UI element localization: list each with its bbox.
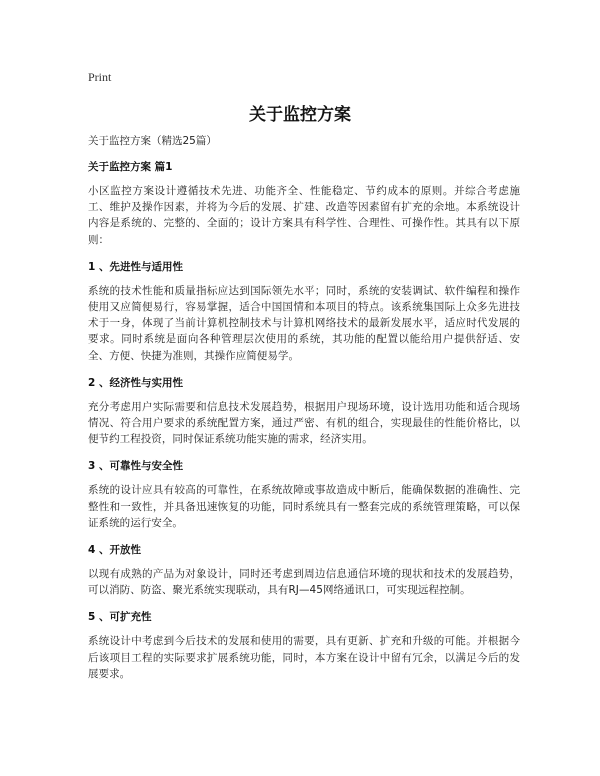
section-paragraph-2: 充分考虑用户实际需要和信息技术发展趋势，根据用户现场环境，设计选用功能和适合现场情况、符合用户要求的系统配置方案，通过严密、有机的组合，实现最佳的性能价格比，以便节约工程投资，同时保证系统功能实施的需求，经济实用。 [88,400,520,446]
section-heading-4: 4 、开放性 [88,544,141,557]
article-heading: 关于监控方案 篇1 [88,161,173,173]
section-heading-5: 5 、可扩充性 [88,611,152,624]
document-subtitle: 关于监控方案（精选25篇） [88,135,217,147]
print-label[interactable]: Print [88,70,112,84]
document-body [88,133,520,693]
section-paragraph-1: 系统的技术性能和质量指标应达到国际领先水平；同时，系统的安装调试、软件编程和操作使用又应简便易行，容易掌握，适合中国国情和本项目的特点。该系统集国际上众多先进技术于一身，体现了当前计算机控制技术与计算机网络技术的最新发展水平，适应时代发展的要求。同时系统是面向各种管理层次使用的系统，其功能的配置以能给用户提供舒适、安全、方便、快捷为准则，其操作应简便易学。 [88,284,520,362]
section-heading-1: 1 、先进性与适用性 [88,260,183,273]
section-heading-2: 2 、经济性与实用性 [88,376,183,389]
section-paragraph-4: 以现有成熟的产品为对象设计，同时还考虑到周边信息通信环境的现状和技术的发展趋势，可以消防、防盗、聚光系统实现联动，具有RJ—45网络通讯口，可实现远程控制。 [88,568,520,597]
section-paragraph-3: 系统的设计应具有较高的可靠性，在系统故障或事故造成中断后，能确保数据的准确性、完整性和一致性，并具备迅速恢复的功能，同时系统具有一整套完成的系统管理策略，可以保证系统的运行安全。 [88,484,520,529]
section-paragraph-5: 系统设计中考虑到今后技术的发展和使用的需要，具有更新、扩充和升级的可能。并根据今后该项目工程的实际要求扩展系统功能，同时，本方案在设计中留有冗余，以满足今后的发展要求。 [88,635,520,680]
section-heading-3: 3 、可靠性与安全性 [88,460,183,473]
intro-paragraph: 小区监控方案设计遵循技术先进、功能齐全、性能稳定、节约成本的原则。并综合考虑施工、维护及操作因素，并将为今后的发展、扩建、改造等因素留有扩充的余地。本系统设计内容是系统的、完整的、全面的；设计方案具有科学性、合理性、可操作性。其具有以下原则： [88,185,520,246]
page-title: 关于监控方案 [249,105,351,125]
